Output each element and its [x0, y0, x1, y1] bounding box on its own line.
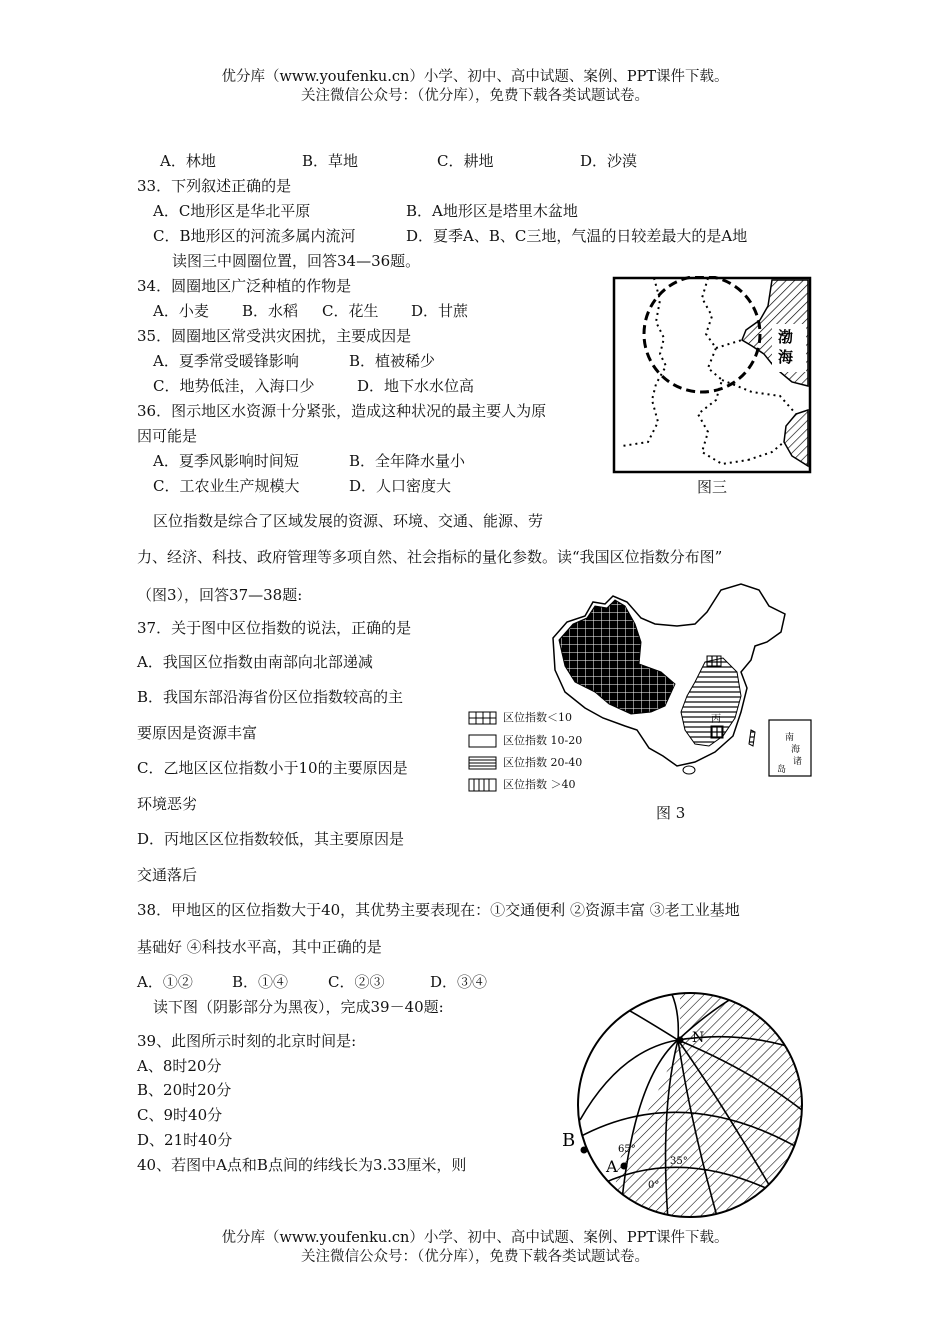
q35-option-d: D．地下水水位高: [357, 377, 475, 395]
q37-option-c-2: 环境恶劣: [137, 795, 198, 813]
q33-option-a: A．C地形区是华北平原: [153, 202, 311, 220]
q37-option-b-1: B．我国东部沿海省份区位指数较高的主: [137, 688, 404, 706]
q36-option-d: D．人口密度大: [349, 477, 452, 495]
q36-stem-1: 36．图示地区水资源十分紧张，造成这种状况的最主要人为原: [137, 402, 547, 420]
q33-option-d: D．夏季A、B、C三地，气温的日较差最大的是A地: [406, 227, 748, 245]
intro-34-36: 读图三中圆圈位置，回答34—36题。: [172, 252, 421, 270]
q32-option-d: D．沙漠: [580, 152, 638, 170]
globe-label-0: 0°: [648, 1180, 660, 1191]
legend-swatch-vertical: [468, 778, 498, 793]
globe-label-65: 65°: [618, 1144, 636, 1155]
q36-option-a: A．夏季风影响时间短: [153, 452, 299, 470]
legend-swatch-grid: [468, 711, 498, 726]
q37-option-d-1: D．丙地区区位指数较低，其主要原因是: [137, 830, 405, 848]
header-line-1: 优分库（www.youfenku.cn）小学、初中、高中试题、案例、PPT课件下载。: [221, 69, 729, 85]
figure-3-caption: 图三: [697, 478, 728, 496]
q39-option-d: D、21时40分: [137, 1131, 233, 1149]
legend-swatch-horizontal: [468, 756, 498, 771]
figure-3b-caption: 图 3: [656, 804, 686, 822]
legend-swatch-blank: [468, 734, 498, 749]
q32-option-a: A．林地: [160, 152, 216, 170]
q39-option-c: C、9时40分: [137, 1106, 223, 1124]
globe-label-n: N: [692, 1030, 705, 1046]
inset-label-1: 南: [785, 733, 795, 743]
figure-globe: [550, 990, 810, 1220]
q37-stem: 37．关于图中区位指数的说法，正确的是: [137, 619, 412, 637]
q38-stem-2: 基础好 ④科技水平高，其中正确的是: [137, 938, 382, 956]
q39-option-b: B、20时20分: [137, 1081, 232, 1099]
q34-option-d: D．甘蔗: [411, 302, 469, 320]
intro-39-40: 读下图（阴影部分为黑夜），完成39－40题:: [153, 998, 444, 1016]
q39-option-a: A、8时20分: [137, 1057, 222, 1075]
figure-3-circle-map: [612, 276, 814, 474]
header-line-2: 关注微信公众号：（优分库），免费下载各类试题试卷。: [301, 88, 649, 104]
region-bing-label: 丙: [711, 714, 721, 725]
inset-label-4: 岛: [777, 765, 787, 775]
q38-option-b: B．①④: [232, 973, 289, 991]
legend-label-4: 区位指数 ＞40: [503, 778, 576, 791]
q40-stem: 40、若图中A点和B点间的纬线长为3.33厘米，则: [137, 1156, 467, 1174]
q34-option-c: C．花生: [322, 302, 379, 320]
q37-option-c-1: C．乙地区区位指数小于10的主要原因是: [137, 759, 408, 777]
q38-stem-1: 38．甲地区的区位指数大于40，其优势主要表现在：①交通便利 ②资源丰富 ③老工业基地: [137, 901, 740, 919]
figure-3-china-map: [545, 580, 815, 780]
inset-label-2: 海: [791, 745, 801, 755]
q32-option-b: B．草地: [302, 152, 359, 170]
sea-label-2: 海: [778, 348, 794, 366]
q34-option-b: B．水稻: [242, 302, 299, 320]
q39-stem: 39、此图所示时刻的北京时间是:: [137, 1032, 357, 1050]
q37-option-b-2: 要原因是资源丰富: [137, 724, 258, 742]
q36-stem-2: 因可能是: [137, 427, 198, 445]
q32-option-c: C．耕地: [437, 152, 494, 170]
globe-label-a: A: [606, 1157, 618, 1176]
sea-label-1: 渤: [778, 328, 794, 346]
legend-label-1: 区位指数＜10: [503, 711, 572, 724]
footer-line-2: 关注微信公众号：（优分库），免费下载各类试题试卷。: [301, 1249, 649, 1265]
q38-option-d: D．③④: [430, 973, 488, 991]
q35-option-b: B．植被稀少: [349, 352, 436, 370]
inset-label-3: 诸: [793, 757, 803, 767]
passage-line-2: 力、经济、科技、政府管理等多项自然、社会指标的量化参数。读“我国区位指数分布图”: [137, 548, 723, 566]
q36-option-c: C．工农业生产规模大: [153, 477, 300, 495]
q35-option-a: A．夏季常受暖锋影响: [153, 352, 299, 370]
q37-option-d-2: 交通落后: [137, 866, 198, 884]
q34-option-a: A．小麦: [153, 302, 209, 320]
q33-stem: 33．下列叙述正确的是: [137, 177, 292, 195]
q33-option-b: B．A地形区是塔里木盆地: [406, 202, 578, 220]
passage-line-1: 区位指数是综合了区域发展的资源、环境、交通、能源、劳: [153, 512, 544, 530]
legend-label-3: 区位指数 20-40: [503, 756, 583, 769]
q34-stem: 34．圆圈地区广泛种植的作物是: [137, 277, 352, 295]
footer-line-1: 优分库（www.youfenku.cn）小学、初中、高中试题、案例、PPT课件下载。: [221, 1230, 729, 1246]
q35-option-c: C．地势低洼，入海口少: [153, 377, 315, 395]
q35-stem: 35．圆圈地区常受洪灾困扰，主要成因是: [137, 327, 412, 345]
q36-option-b: B．全年降水量小: [349, 452, 466, 470]
legend-label-2: 区位指数 10-20: [503, 734, 583, 747]
q38-option-a: A．①②: [137, 973, 193, 991]
globe-label-35: 35°: [670, 1156, 688, 1167]
q37-option-a: A．我国区位指数由南部向北部递减: [137, 653, 373, 671]
q33-option-c: C．B地形区的河流多属内流河: [153, 227, 356, 245]
globe-label-b: B: [562, 1130, 576, 1151]
q38-option-c: C．②③: [328, 973, 385, 991]
passage-line-3: （图3），回答37—38题:: [137, 586, 303, 604]
